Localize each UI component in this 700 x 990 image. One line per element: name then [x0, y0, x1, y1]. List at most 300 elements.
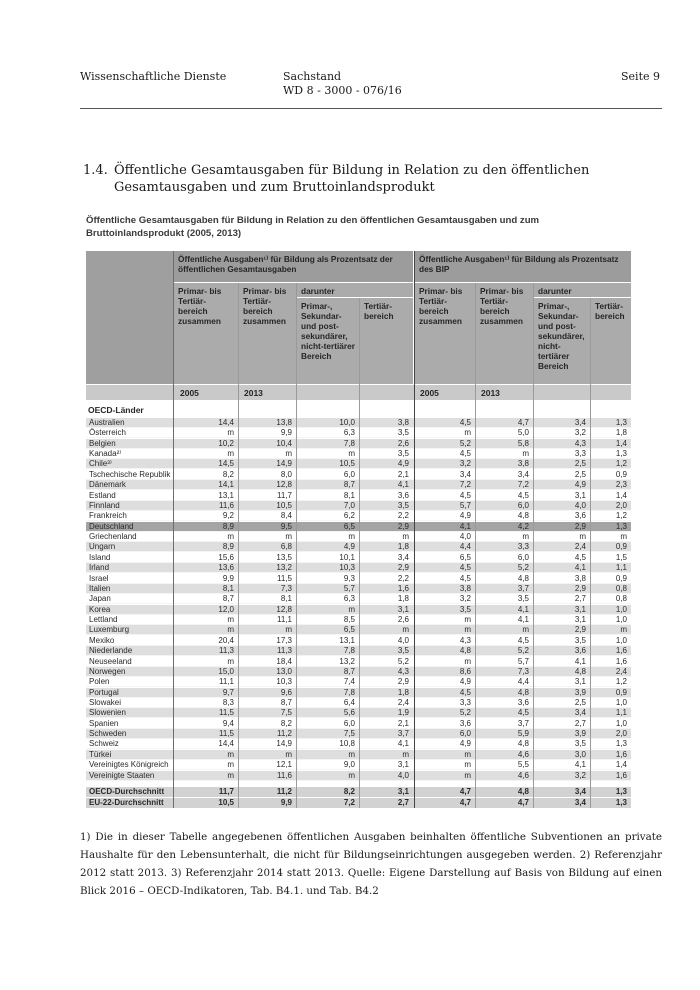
- value-cell: 1,4: [615, 490, 627, 500]
- value-cell: 4,9: [459, 677, 471, 687]
- value-cell: 11,2: [277, 729, 292, 739]
- value-cell: 1,8: [397, 687, 409, 697]
- value-cell: 8,2: [280, 718, 292, 728]
- value-cell: 7,3: [517, 666, 529, 676]
- value-cell: 2,3: [615, 480, 627, 490]
- value-cell: 4,8: [517, 787, 529, 796]
- country-cell: Österreich: [89, 428, 126, 438]
- value-cell: 12,1: [276, 760, 292, 770]
- group-divider: [414, 251, 415, 808]
- value-cell: 9,9: [280, 797, 292, 807]
- value-cell: 6,0: [343, 469, 355, 479]
- value-cell: 6,4: [343, 697, 355, 707]
- value-cell: m: [227, 625, 234, 635]
- country-cell: Finnland: [89, 500, 120, 510]
- value-cell: 7,8: [343, 646, 355, 656]
- value-cell: 3,8: [517, 459, 529, 469]
- value-cell: 2,7: [574, 594, 586, 604]
- value-cell: 0,9: [615, 687, 627, 697]
- section-title: Öffentliche Gesamtausgaben für Bildung in Relation zu den öffentlichen Gesamtausgaben und zum Bruttoinlandsprodukt: [114, 163, 590, 195]
- value-cell: 3,2: [574, 770, 586, 780]
- value-cell: 3,7: [517, 583, 529, 593]
- value-cell: 9,9: [280, 428, 292, 438]
- value-cell: 20,4: [218, 635, 234, 645]
- value-cell: 8,4: [280, 511, 292, 521]
- value-cell: 4,4: [459, 542, 471, 552]
- value-cell: m: [464, 656, 471, 666]
- col-a-primar-sek-header: Primar-, Sekundar- und post-sekundärer, nicht-tertiärer Bereich: [297, 298, 359, 384]
- value-cell: 3,9: [574, 729, 586, 739]
- value-cell: 14,1: [218, 480, 234, 490]
- col-b-2013-total-header: Primar- bis Tertiär-bereich zusammen: [476, 283, 533, 384]
- value-cell: 7,8: [343, 438, 355, 448]
- value-cell: 12,0: [218, 604, 234, 614]
- country-cell: OECD-Durchschnitt: [89, 787, 165, 796]
- value-cell: 8,1: [222, 583, 234, 593]
- value-cell: m: [579, 532, 586, 542]
- value-cell: 2,9: [397, 563, 409, 573]
- country-cell: Griechenland: [89, 532, 137, 542]
- country-cell: Japan: [89, 594, 111, 604]
- value-cell: 3,5: [574, 739, 586, 749]
- value-cell: 8,2: [222, 469, 234, 479]
- value-cell: 2,2: [397, 573, 409, 583]
- value-cell: 3,1: [574, 615, 586, 625]
- value-cell: 4,5: [517, 708, 529, 718]
- value-cell: 4,1: [397, 739, 409, 749]
- value-cell: 11,5: [219, 708, 234, 718]
- value-cell: 2,7: [397, 797, 409, 807]
- value-cell: 4,9: [397, 459, 409, 469]
- value-cell: 6,5: [343, 625, 355, 635]
- value-cell: 4,5: [517, 490, 529, 500]
- value-cell: 1,0: [615, 615, 627, 625]
- value-cell: 8,9: [222, 521, 234, 531]
- value-cell: 2,9: [574, 625, 586, 635]
- value-cell: 5,8: [517, 438, 529, 448]
- value-cell: 1,5: [615, 552, 627, 562]
- value-cell: 1,8: [397, 542, 409, 552]
- value-cell: 13,2: [339, 656, 355, 666]
- value-cell: 6,5: [343, 521, 355, 531]
- value-cell: 4,1: [574, 563, 586, 573]
- value-cell: 1,2: [615, 677, 627, 687]
- value-cell: m: [227, 449, 234, 459]
- value-cell: 1,3: [615, 418, 627, 427]
- value-cell: 6,0: [459, 729, 471, 739]
- value-cell: 2,1: [397, 469, 409, 479]
- value-cell: 3,4: [574, 708, 586, 718]
- value-cell: 1,0: [615, 718, 627, 728]
- value-cell: 3,6: [574, 511, 586, 521]
- value-cell: 4,8: [517, 511, 529, 521]
- value-cell: 13,1: [218, 490, 234, 500]
- value-cell: 1,3: [615, 449, 627, 459]
- value-cell: 8,1: [343, 490, 355, 500]
- value-cell: 4,2: [517, 521, 529, 531]
- value-cell: 13,5: [276, 552, 292, 562]
- country-cell: Schweden: [89, 729, 127, 739]
- value-cell: 2,6: [397, 438, 409, 448]
- value-cell: 4,7: [517, 418, 529, 427]
- value-cell: 11,5: [219, 729, 234, 739]
- value-cell: m: [227, 656, 234, 666]
- value-cell: 5,2: [397, 656, 409, 666]
- value-cell: m: [348, 532, 355, 542]
- value-cell: 1,1: [615, 563, 627, 573]
- value-cell: m: [464, 770, 471, 780]
- country-cell: Vereinigte Staaten: [89, 770, 155, 780]
- value-cell: 3,5: [397, 646, 409, 656]
- header-rule: [80, 108, 662, 109]
- value-cell: 8,0: [280, 469, 292, 479]
- value-cell: 1,4: [615, 760, 627, 770]
- country-cell: Dänemark: [89, 480, 126, 490]
- value-cell: 1,4: [615, 438, 627, 448]
- value-cell: 0,8: [615, 594, 627, 604]
- country-cell: Chile³⁾: [89, 459, 112, 469]
- value-cell: 4,8: [459, 646, 471, 656]
- value-cell: 4,7: [459, 787, 471, 796]
- value-cell: 4,5: [459, 449, 471, 459]
- value-cell: 7,2: [459, 480, 471, 490]
- value-cell: 11,3: [277, 646, 292, 656]
- value-cell: 3,4: [574, 418, 586, 427]
- country-cell: Slowenien: [89, 708, 126, 718]
- value-cell: 3,5: [459, 604, 471, 614]
- value-cell: 10,5: [218, 797, 234, 807]
- year-a-2013: 2013: [244, 388, 263, 398]
- value-cell: 3,5: [574, 635, 586, 645]
- value-cell: 3,4: [517, 469, 529, 479]
- value-cell: 8,1: [280, 594, 292, 604]
- value-cell: 4,3: [574, 438, 586, 448]
- value-cell: 10,5: [339, 459, 355, 469]
- value-cell: 3,4: [574, 797, 586, 807]
- value-cell: 4,7: [459, 797, 471, 807]
- value-cell: m: [464, 760, 471, 770]
- value-cell: 3,6: [397, 490, 409, 500]
- value-cell: 4,5: [574, 552, 586, 562]
- value-cell: 2,4: [615, 666, 627, 676]
- country-cell: Norwegen: [89, 666, 126, 676]
- country-cell: Luxemburg: [89, 625, 130, 635]
- value-cell: 3,6: [574, 646, 586, 656]
- value-cell: m: [348, 449, 355, 459]
- value-cell: 4,9: [343, 542, 355, 552]
- value-cell: 5,5: [517, 760, 529, 770]
- country-header-cell: [86, 251, 173, 384]
- value-cell: 14,5: [218, 459, 234, 469]
- header-middle-line2: WD 8 - 3000 - 076/16: [283, 84, 402, 97]
- value-cell: 7,0: [343, 500, 355, 510]
- country-cell: Estland: [89, 490, 116, 500]
- page-number: Seite 9: [621, 70, 660, 83]
- oecd-group-label: OECD-Länder: [88, 405, 144, 415]
- value-cell: 15,6: [218, 552, 234, 562]
- value-cell: 6,2: [343, 511, 355, 521]
- value-cell: 10,3: [339, 563, 355, 573]
- value-cell: m: [402, 532, 409, 542]
- value-cell: m: [348, 604, 355, 614]
- value-cell: 15,0: [218, 666, 234, 676]
- country-cell: Irland: [89, 563, 110, 573]
- value-cell: 8,9: [222, 542, 234, 552]
- value-cell: 3,3: [517, 542, 529, 552]
- value-cell: 9,5: [280, 521, 292, 531]
- value-cell: 4,1: [517, 604, 529, 614]
- col-divider: [533, 283, 534, 808]
- country-cell: Korea: [89, 604, 111, 614]
- value-cell: 4,3: [459, 635, 471, 645]
- value-cell: 8,6: [459, 666, 471, 676]
- value-cell: 2,2: [397, 511, 409, 521]
- value-cell: 11,1: [219, 677, 234, 687]
- value-cell: 12,8: [276, 604, 292, 614]
- col-b-darunter-header: darunter: [534, 283, 631, 297]
- value-cell: 3,3: [459, 697, 471, 707]
- country-cell: Slowakei: [89, 697, 122, 707]
- col-divider: [238, 283, 239, 808]
- value-cell: 2,0: [615, 729, 627, 739]
- value-cell: 2,1: [397, 718, 409, 728]
- value-cell: 13,1: [339, 635, 355, 645]
- value-cell: 1,8: [615, 428, 627, 438]
- value-cell: 9,2: [222, 511, 234, 521]
- value-cell: 4,0: [459, 532, 471, 542]
- value-cell: 7,3: [280, 583, 292, 593]
- value-cell: 10,3: [276, 677, 292, 687]
- value-cell: 5,0: [517, 428, 529, 438]
- value-cell: 9,7: [222, 687, 234, 697]
- value-cell: 4,1: [517, 615, 529, 625]
- col-b-total-header: Primar- bis Tertiär-bereich zusammen: [415, 283, 475, 384]
- value-cell: 3,8: [459, 583, 471, 593]
- country-cell: Kanada²⁾: [89, 449, 122, 459]
- value-cell: 3,5: [517, 594, 529, 604]
- value-cell: 3,2: [574, 428, 586, 438]
- col-divider: [475, 283, 476, 808]
- col-a-darunter-header: darunter: [297, 283, 413, 297]
- value-cell: 4,5: [459, 687, 471, 697]
- value-cell: 3,7: [397, 729, 409, 739]
- value-cell: 14,9: [276, 739, 292, 749]
- value-cell: 2,9: [574, 521, 586, 531]
- value-cell: 4,9: [459, 511, 471, 521]
- value-cell: m: [227, 749, 234, 759]
- value-cell: 2,0: [615, 500, 627, 510]
- year-b-2005: 2005: [420, 388, 439, 398]
- value-cell: 11,2: [276, 787, 292, 796]
- col-a-total-header: Primar- bis Tertiär-bereich zusammen: [174, 283, 238, 384]
- value-cell: 1,2: [615, 511, 627, 521]
- value-cell: 10,0: [339, 418, 355, 427]
- col-divider: [173, 251, 174, 808]
- value-cell: 7,2: [517, 480, 529, 490]
- value-cell: 1,6: [615, 646, 627, 656]
- value-cell: 4,7: [517, 797, 529, 807]
- group-b-header: Öffentliche Ausgaben¹⁾ für Bildung als Prozentsatz des BIP: [415, 251, 631, 282]
- value-cell: 4,3: [397, 666, 409, 676]
- value-cell: 10,5: [276, 500, 292, 510]
- value-cell: 1,1: [615, 708, 627, 718]
- value-cell: 1,9: [397, 708, 409, 718]
- value-cell: 2,4: [397, 697, 409, 707]
- value-cell: 14,9: [276, 459, 292, 469]
- value-cell: 11,5: [277, 573, 292, 583]
- value-cell: 8,5: [343, 615, 355, 625]
- value-cell: 4,0: [397, 635, 409, 645]
- value-cell: 4,8: [517, 573, 529, 583]
- value-cell: 4,1: [459, 521, 471, 531]
- value-cell: 4,1: [397, 480, 409, 490]
- value-cell: 10,1: [339, 552, 355, 562]
- value-cell: m: [620, 532, 627, 542]
- value-cell: 1,6: [615, 749, 627, 759]
- value-cell: m: [402, 749, 409, 759]
- value-cell: m: [522, 449, 529, 459]
- data-table: [86, 251, 631, 808]
- value-cell: 17,3: [276, 635, 292, 645]
- value-cell: 4,0: [397, 770, 409, 780]
- value-cell: 8,7: [343, 480, 355, 490]
- col-divider: [590, 298, 591, 808]
- value-cell: 3,9: [574, 687, 586, 697]
- value-cell: 3,5: [397, 500, 409, 510]
- year-a-2005: 2005: [180, 388, 199, 398]
- value-cell: 5,7: [343, 583, 355, 593]
- country-cell: Israel: [89, 573, 109, 583]
- value-cell: 3,8: [574, 573, 586, 583]
- value-cell: 1,0: [615, 635, 627, 645]
- value-cell: m: [285, 532, 292, 542]
- value-cell: 6,8: [280, 542, 292, 552]
- value-cell: m: [227, 760, 234, 770]
- value-cell: 2,5: [574, 469, 586, 479]
- value-cell: 12,8: [276, 480, 292, 490]
- value-cell: 11,6: [277, 770, 292, 780]
- header-middle: [283, 70, 402, 98]
- value-cell: m: [402, 625, 409, 635]
- value-cell: 4,8: [574, 666, 586, 676]
- value-cell: 13,6: [218, 563, 234, 573]
- value-cell: 6,5: [459, 552, 471, 562]
- value-cell: 2,7: [574, 718, 586, 728]
- value-cell: 4,6: [517, 749, 529, 759]
- country-cell: Ungarn: [89, 542, 116, 552]
- value-cell: 7,4: [343, 677, 355, 687]
- value-cell: 4,9: [459, 739, 471, 749]
- value-cell: 4,5: [459, 490, 471, 500]
- country-cell: Italien: [89, 583, 111, 593]
- value-cell: 13,2: [276, 563, 292, 573]
- country-cell: Schweiz: [89, 739, 119, 749]
- value-cell: 1,6: [615, 656, 627, 666]
- value-cell: 4,8: [517, 687, 529, 697]
- value-cell: 5,7: [459, 500, 471, 510]
- value-cell: 3,5: [397, 449, 409, 459]
- value-cell: 2,4: [574, 542, 586, 552]
- value-cell: 3,1: [574, 677, 586, 687]
- value-cell: 4,5: [459, 563, 471, 573]
- country-cell: Deutschland: [89, 521, 134, 531]
- value-cell: 3,1: [397, 760, 409, 770]
- value-cell: 4,5: [517, 635, 529, 645]
- country-cell: Island: [89, 552, 111, 562]
- col-a-tertiar-header: Tertiär-bereich: [360, 298, 413, 384]
- value-cell: 0,8: [615, 583, 627, 593]
- value-cell: 11,7: [277, 490, 292, 500]
- value-cell: 10,2: [218, 438, 234, 448]
- value-cell: 3,3: [574, 449, 586, 459]
- value-cell: 6,0: [343, 718, 355, 728]
- value-cell: 0,9: [615, 542, 627, 552]
- value-cell: m: [620, 625, 627, 635]
- table-caption: Öffentliche Gesamtausgaben für Bildung in Relation zu den öffentlichen Gesamtausgaben und zum Bruttoinlandsprodukt (2005, 2013): [86, 215, 540, 239]
- value-cell: 8,7: [222, 594, 234, 604]
- value-cell: 11,1: [277, 615, 292, 625]
- year-b-2013: 2013: [481, 388, 500, 398]
- value-cell: 2,6: [397, 615, 409, 625]
- section-number: 1.4.: [83, 163, 108, 178]
- country-cell: Mexiko: [89, 635, 115, 645]
- value-cell: 6,0: [517, 500, 529, 510]
- value-cell: 1,3: [615, 787, 627, 796]
- value-cell: 11,6: [219, 500, 234, 510]
- value-cell: 3,4: [459, 469, 471, 479]
- value-cell: 1,0: [615, 697, 627, 707]
- value-cell: 5,2: [517, 563, 529, 573]
- country-cell: Neuseeland: [89, 656, 132, 666]
- value-cell: 9,9: [222, 573, 234, 583]
- country-cell: EU-22-Durchschnitt: [89, 797, 164, 807]
- value-cell: 14,4: [218, 418, 234, 427]
- value-cell: m: [464, 428, 471, 438]
- value-cell: 14,4: [218, 739, 234, 749]
- value-cell: 5,2: [459, 708, 471, 718]
- value-cell: m: [285, 449, 292, 459]
- value-cell: 3,0: [574, 749, 586, 759]
- country-cell: Tschechische Republik: [89, 469, 171, 479]
- value-cell: 10,4: [276, 438, 292, 448]
- value-cell: 18,4: [276, 656, 292, 666]
- value-cell: 4,0: [574, 500, 586, 510]
- value-cell: 1,6: [397, 583, 409, 593]
- value-cell: 11,3: [219, 646, 234, 656]
- value-cell: 5,2: [517, 646, 529, 656]
- value-cell: 3,1: [397, 787, 409, 796]
- value-cell: 2,5: [574, 697, 586, 707]
- value-cell: 4,1: [574, 760, 586, 770]
- value-cell: m: [348, 770, 355, 780]
- country-cell: Niederlande: [89, 646, 133, 656]
- value-cell: 1,3: [615, 521, 627, 531]
- header-middle-line1: Sachstand: [283, 70, 342, 83]
- value-cell: 8,7: [280, 697, 292, 707]
- value-cell: 3,2: [459, 459, 471, 469]
- value-cell: 8,7: [343, 666, 355, 676]
- value-cell: 6,0: [517, 552, 529, 562]
- value-cell: 1,8: [397, 594, 409, 604]
- value-cell: 7,5: [280, 708, 292, 718]
- value-cell: 5,6: [343, 708, 355, 718]
- value-cell: m: [522, 532, 529, 542]
- value-cell: 9,4: [222, 718, 234, 728]
- value-cell: 0,9: [615, 469, 627, 479]
- value-cell: 6,3: [343, 428, 355, 438]
- country-cell: Frankreich: [89, 511, 127, 521]
- value-cell: 0,9: [615, 573, 627, 583]
